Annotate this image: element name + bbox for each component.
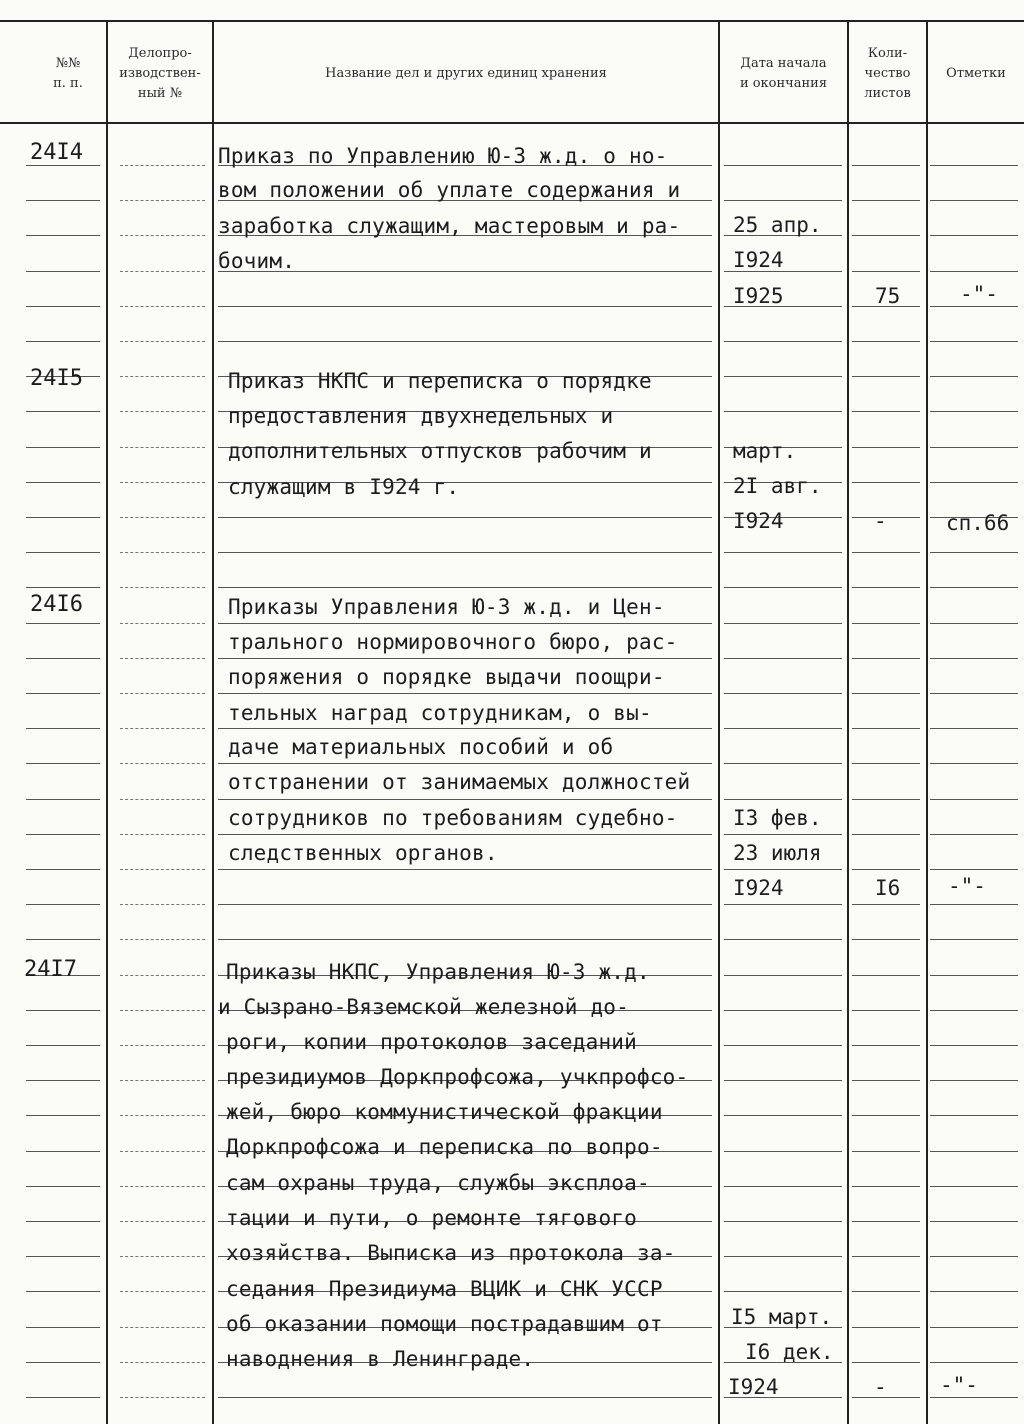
ruled-line — [120, 1327, 205, 1328]
ruled-line — [930, 552, 1018, 553]
ruled-line — [852, 1221, 920, 1222]
entry-sheet-count: I6 — [875, 876, 901, 900]
ruled-line — [930, 447, 1018, 448]
entry-title-line: наводнения в Ленинграде. — [226, 1347, 535, 1371]
entry-title-line: жей, бюро коммунистической фракции — [226, 1100, 663, 1124]
ruled-line — [724, 411, 842, 412]
header-office-number: Делопро- изводствен- ный № — [119, 46, 201, 101]
ruled-line — [852, 341, 920, 342]
ruled-line — [852, 587, 920, 588]
entry-date-start: март. — [733, 439, 797, 463]
ruled-line — [724, 1080, 842, 1081]
entry-date-year: I924 — [733, 509, 784, 533]
ruled-line — [930, 587, 1018, 588]
ruled-line — [26, 1080, 100, 1081]
ruled-line — [120, 376, 205, 377]
ruled-line — [724, 1151, 842, 1152]
ruled-line — [120, 306, 205, 307]
entry-note: сп.66 — [946, 511, 1010, 535]
entry-title-line: тации и пути, о ремонте тягового — [226, 1206, 637, 1230]
ruled-line — [930, 869, 1018, 870]
ruled-line — [26, 939, 100, 940]
ruled-line — [930, 1327, 1018, 1328]
ruled-line — [724, 552, 842, 553]
ruled-line — [26, 869, 100, 870]
ruled-line — [120, 517, 205, 518]
ruled-line — [120, 939, 205, 940]
ruled-line — [26, 1327, 100, 1328]
ruled-line — [930, 306, 1018, 307]
ruled-line — [120, 1010, 205, 1011]
ruled-line — [724, 658, 842, 659]
ruled-line — [120, 1080, 205, 1081]
ruled-line — [852, 200, 920, 201]
ruled-line — [852, 1045, 920, 1046]
ruled-line — [852, 1151, 920, 1152]
ruled-line — [852, 658, 920, 659]
ruled-line — [852, 482, 920, 483]
ruled-line — [852, 939, 920, 940]
ruled-line — [930, 799, 1018, 800]
table-top-border — [0, 20, 1024, 22]
ruled-line — [930, 1045, 1018, 1046]
header-sheets: Коли- чество листов — [864, 46, 911, 101]
ruled-line — [26, 1186, 100, 1187]
header-title: Название дел и других единиц хранения — [325, 66, 607, 81]
entry-date-year: I924 — [733, 248, 784, 272]
ruled-line — [120, 834, 205, 835]
ruled-line — [26, 552, 100, 553]
ruled-line — [930, 834, 1018, 835]
ruled-line — [930, 411, 1018, 412]
entry-date-end: 23 июля — [733, 841, 822, 865]
ruled-line — [724, 165, 842, 166]
entry-title-line: хозяйства. Выписка из протокола за- — [226, 1241, 676, 1265]
ruled-line — [852, 869, 920, 870]
ruled-line — [26, 799, 100, 800]
ruled-line — [218, 587, 712, 588]
ruled-line — [724, 1115, 842, 1116]
entry-number: 24I6 — [30, 592, 83, 617]
entry-title-line: вом положении об уплате содержания и — [218, 178, 681, 202]
ruled-line — [26, 623, 100, 624]
ruled-line — [120, 235, 205, 236]
ruled-line — [724, 1045, 842, 1046]
ruled-line — [120, 1151, 205, 1152]
entry-title-line: Приказы НКПС, Управления Ю-З ж.д. — [226, 960, 650, 984]
ruled-line — [26, 834, 100, 835]
ruled-line — [852, 235, 920, 236]
ruled-line — [852, 904, 920, 905]
ruled-line — [120, 552, 205, 553]
ruled-line — [120, 1115, 205, 1116]
entry-date-start: 25 апр. — [733, 213, 822, 237]
ruled-line — [724, 376, 842, 377]
ruled-line — [724, 341, 842, 342]
ruled-line — [852, 975, 920, 976]
column-divider — [212, 22, 214, 1424]
ruled-line — [26, 1115, 100, 1116]
entry-title-line: заработка служащим, мастеровым и ра- — [218, 214, 681, 238]
ruled-line — [852, 1010, 920, 1011]
ruled-line — [120, 1291, 205, 1292]
ruled-line — [930, 1151, 1018, 1152]
ruled-line — [724, 975, 842, 976]
column-divider — [926, 22, 928, 1424]
entry-sheet-count: - — [874, 1375, 887, 1399]
ruled-line — [26, 763, 100, 764]
ruled-line — [852, 411, 920, 412]
ruled-line — [120, 411, 205, 412]
ruled-line — [930, 1362, 1018, 1363]
ruled-line — [930, 1256, 1018, 1257]
ruled-line — [26, 693, 100, 694]
ruled-line — [26, 517, 100, 518]
entry-title-line: следственных органов. — [228, 841, 498, 865]
ruled-line — [930, 235, 1018, 236]
ruled-line — [218, 552, 712, 553]
entry-number: 24I5 — [30, 366, 83, 391]
ruled-line — [26, 235, 100, 236]
ruled-line — [852, 799, 920, 800]
ruled-line — [120, 728, 205, 729]
ruled-line — [120, 904, 205, 905]
header-bottom-border — [0, 122, 1024, 124]
ruled-line — [852, 1362, 920, 1363]
ruled-line — [930, 693, 1018, 694]
entry-number: 24I4 — [30, 140, 83, 165]
ruled-line — [26, 904, 100, 905]
ruled-line — [724, 904, 842, 905]
ruled-line — [724, 1291, 842, 1292]
entry-date-year: I924 — [733, 876, 784, 900]
ruled-line — [26, 587, 100, 588]
ruled-line — [724, 623, 842, 624]
entry-note: -"- — [940, 1373, 978, 1397]
ruled-line — [930, 1010, 1018, 1011]
ruled-line — [120, 623, 205, 624]
entry-date-start: I3 фев. — [733, 806, 822, 830]
entry-title-line: тельных наград сотрудникам, о вы- — [228, 701, 652, 725]
header-notes: Отметки — [946, 66, 1006, 81]
ruled-line — [724, 799, 842, 800]
entry-title-line: бочим. — [218, 249, 296, 273]
ruled-line — [852, 552, 920, 553]
ruled-line — [26, 341, 100, 342]
ruled-line — [930, 341, 1018, 342]
ruled-line — [724, 1186, 842, 1187]
entry-title-line: предоставления двухнедельных и — [228, 404, 614, 428]
ruled-line — [724, 939, 842, 940]
ruled-line — [26, 271, 100, 272]
ruled-line — [120, 1362, 205, 1363]
header-dates: Дата начала и окончания — [739, 56, 828, 91]
ruled-line — [930, 376, 1018, 377]
entry-date-start: I5 март. — [731, 1305, 833, 1329]
ruled-line — [852, 693, 920, 694]
ruled-line — [120, 1045, 205, 1046]
ruled-line — [218, 904, 712, 905]
ruled-line — [218, 939, 712, 940]
ruled-line — [930, 482, 1018, 483]
ruled-line — [26, 1010, 100, 1011]
ruled-line — [852, 447, 920, 448]
ruled-line — [930, 728, 1018, 729]
ruled-line — [724, 693, 842, 694]
ruled-line — [26, 200, 100, 201]
entry-title-line: трального нормировочного бюро, рас- — [228, 630, 678, 654]
ruled-line — [852, 1115, 920, 1116]
ruled-line — [852, 834, 920, 835]
ruled-line — [930, 763, 1018, 764]
entry-sheet-count: - — [874, 509, 887, 533]
ruled-line — [218, 341, 712, 342]
entry-title-line: седания Президиума ВЦИК и СНК УССР — [226, 1277, 663, 1301]
ruled-line — [930, 200, 1018, 201]
ruled-line — [852, 271, 920, 272]
ruled-line — [852, 728, 920, 729]
entry-title-line: Приказ НКПС и переписка о порядке — [228, 369, 652, 393]
ruled-line — [724, 1010, 842, 1011]
ruled-line — [852, 1291, 920, 1292]
ruled-line — [930, 1291, 1018, 1292]
ruled-line — [26, 165, 100, 166]
entry-title-line: президиумов Доркпрофсожа, учкпрофсо- — [226, 1065, 689, 1089]
ruled-line — [120, 482, 205, 483]
ruled-line — [724, 728, 842, 729]
ruled-line — [120, 799, 205, 800]
ruled-line — [26, 306, 100, 307]
column-divider — [847, 22, 849, 1424]
header-number: №№ п. п. — [53, 56, 83, 91]
entry-note: -"- — [948, 874, 986, 898]
entry-title-line: даче материальных пособий и об — [228, 735, 614, 759]
ruled-line — [26, 1221, 100, 1222]
ruled-line — [218, 1397, 712, 1398]
entry-title-line: роги, копии протоколов заседаний — [226, 1030, 637, 1054]
ruled-line — [930, 623, 1018, 624]
ruled-line — [26, 1362, 100, 1363]
ruled-line — [120, 693, 205, 694]
ruled-line — [724, 587, 842, 588]
ruled-line — [120, 341, 205, 342]
entry-note: -"- — [960, 282, 998, 306]
ruled-line — [930, 1186, 1018, 1187]
ruled-line — [26, 447, 100, 448]
ruled-line — [26, 658, 100, 659]
entry-title-line: об оказании помощи пострадавшим от — [226, 1312, 663, 1336]
column-divider — [106, 22, 108, 1424]
entry-date-end: I6 дек. — [745, 1340, 834, 1364]
entry-title-line: отстранении от занимаемых должностей — [228, 770, 691, 794]
entry-title-line: Приказы Управления Ю-З ж.д. и Цен- — [228, 595, 665, 619]
ruled-line — [120, 658, 205, 659]
ruled-line — [120, 1221, 205, 1222]
ruled-line — [724, 869, 842, 870]
ruled-line — [724, 834, 842, 835]
ruled-line — [218, 517, 712, 518]
ruled-line — [852, 376, 920, 377]
ruled-line — [26, 728, 100, 729]
ruled-line — [26, 1151, 100, 1152]
ruled-line — [852, 1186, 920, 1187]
entry-date-year: I924 — [728, 1375, 779, 1399]
entry-title-line: служащим в I924 г. — [228, 475, 460, 499]
ruled-line — [852, 763, 920, 764]
ruled-line — [930, 939, 1018, 940]
ruled-line — [120, 869, 205, 870]
entry-title-line: Доркпрофсожа и переписка по вопро- — [226, 1135, 663, 1159]
ruled-line — [120, 1256, 205, 1257]
ruled-line — [120, 447, 205, 448]
ruled-line — [930, 1397, 1018, 1398]
ruled-line — [930, 165, 1018, 166]
entry-title-line: сотрудников по требованиям судебно- — [228, 806, 678, 830]
ruled-line — [724, 200, 842, 201]
entry-sheet-count: 75 — [875, 284, 901, 308]
ruled-line — [930, 1115, 1018, 1116]
ruled-line — [120, 271, 205, 272]
ruled-line — [120, 975, 205, 976]
ruled-line — [26, 1256, 100, 1257]
ruled-line — [930, 975, 1018, 976]
entry-title-line: сам охраны труда, службы эксплоа- — [226, 1171, 650, 1195]
ruled-line — [120, 1397, 205, 1398]
ruled-line — [218, 799, 712, 800]
ruled-line — [930, 904, 1018, 905]
ruled-line — [852, 623, 920, 624]
ruled-line — [930, 1080, 1018, 1081]
ruled-line — [930, 271, 1018, 272]
ruled-line — [120, 200, 205, 201]
ruled-line — [120, 165, 205, 166]
ruled-line — [120, 763, 205, 764]
ruled-line — [852, 1256, 920, 1257]
ruled-line — [852, 165, 920, 166]
ruled-line — [930, 658, 1018, 659]
entry-date-end: I925 — [733, 284, 784, 308]
ruled-line — [724, 763, 842, 764]
ruled-line — [724, 1221, 842, 1222]
ruled-line — [930, 1221, 1018, 1222]
ruled-line — [26, 1045, 100, 1046]
entry-title-line: поряжения о порядке выдачи поощри- — [228, 665, 665, 689]
ruled-line — [724, 1256, 842, 1257]
entry-title-line: Приказ по Управлению Ю-З ж.д. о но- — [218, 144, 668, 168]
entry-number: 24I7 — [24, 957, 77, 982]
entry-date-end: 2I авг. — [733, 474, 822, 498]
ruled-line — [852, 1080, 920, 1081]
ruled-line — [218, 306, 712, 307]
entry-title-line: дополнительных отпусков рабочим и — [228, 439, 652, 463]
ruled-line — [26, 411, 100, 412]
ruled-line — [26, 1397, 100, 1398]
column-divider — [718, 22, 720, 1424]
entry-title-line: и Сызрано-Вяземской железной до- — [218, 995, 629, 1019]
ruled-line — [26, 1291, 100, 1292]
ruled-line — [120, 587, 205, 588]
ruled-line — [852, 1327, 920, 1328]
ruled-line — [120, 1186, 205, 1187]
ruled-line — [26, 482, 100, 483]
